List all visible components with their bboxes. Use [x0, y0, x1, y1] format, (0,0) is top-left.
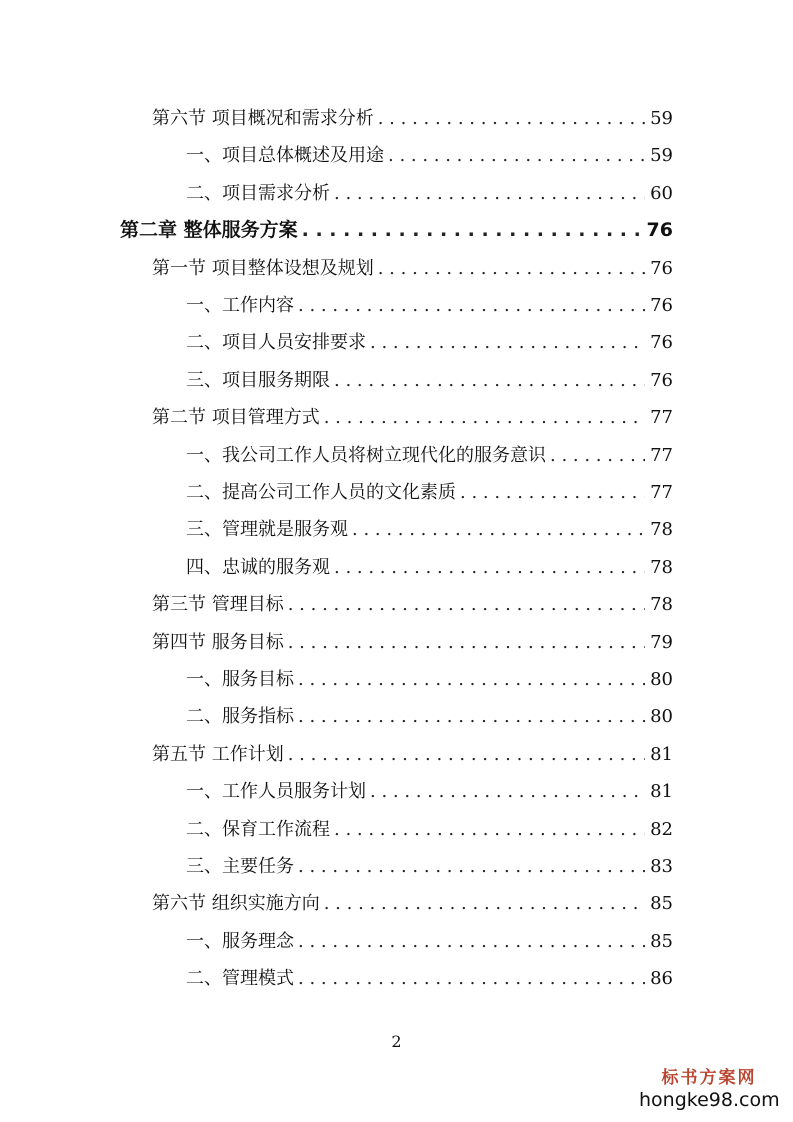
- toc-leader-dots: [298, 287, 645, 324]
- toc-entry-title: 一、服务理念: [186, 930, 294, 952]
- toc-subsection-entry[interactable]: [186, 287, 673, 324]
- toc-subsection-entry[interactable]: [186, 549, 673, 586]
- toc-leader-dots: [352, 511, 645, 548]
- toc-leader-dots: [334, 811, 645, 848]
- toc-entry-title: 二、项目人员安排要求: [186, 332, 366, 354]
- watermark-logo: [639, 1068, 779, 1112]
- toc-entry-title: 第二节 项目管理方式: [152, 407, 320, 429]
- toc-leader-dots: [388, 137, 645, 174]
- toc-leader-dots: [288, 586, 645, 623]
- toc-entry-title: 一、工作人员服务计划: [186, 781, 366, 803]
- toc-subsection-entry[interactable]: [186, 848, 673, 885]
- toc-entry-page: 76: [650, 257, 673, 279]
- toc-entry-page: 80: [650, 669, 673, 690]
- toc-leader-dots: [324, 399, 645, 436]
- toc-section-entry[interactable]: [152, 736, 673, 773]
- toc-entry-title: 第五节 工作计划: [152, 743, 284, 765]
- toc-entry-page: 85: [650, 893, 673, 915]
- toc-subsection-entry[interactable]: [186, 474, 673, 511]
- toc-leader-dots: [298, 661, 645, 698]
- toc-subsection-entry[interactable]: [186, 362, 673, 399]
- toc-leader-dots: [298, 960, 645, 997]
- toc-entry-page: 59: [650, 108, 673, 129]
- toc-entry-page: 76: [650, 332, 673, 354]
- toc-leader-dots: [288, 624, 645, 661]
- toc-entry-page: 59: [650, 145, 673, 167]
- toc-leader-dots: [302, 212, 643, 249]
- toc-entry-title: 一、服务目标: [186, 669, 294, 690]
- toc-entry-page: 79: [650, 631, 673, 653]
- toc-entry-title: 三、项目服务期限: [186, 369, 330, 391]
- page-number: 2: [391, 1032, 402, 1051]
- toc-leader-dots: [370, 324, 645, 361]
- toc-section-entry[interactable]: [152, 586, 673, 623]
- toc-leader-dots: [334, 549, 645, 586]
- toc-entry-page: 78: [650, 519, 673, 541]
- toc-entry-page: 86: [650, 968, 673, 990]
- toc-entry-title: 二、项目需求分析: [186, 182, 330, 204]
- toc-section-entry[interactable]: [152, 100, 673, 137]
- toc-subsection-entry[interactable]: [186, 698, 673, 735]
- toc-leader-dots: [324, 885, 645, 922]
- toc-entry-title: 二、服务指标: [186, 706, 294, 728]
- toc-section-entry[interactable]: [152, 885, 673, 922]
- toc-entry-page: 77: [650, 407, 673, 429]
- toc-subsection-entry[interactable]: [186, 923, 673, 960]
- toc-entry-title: 二、提高公司工作人员的文化素质: [186, 482, 456, 503]
- toc-entry-page: 81: [650, 781, 673, 803]
- toc-entry-page: 83: [650, 856, 673, 877]
- toc-leader-dots: [334, 175, 645, 212]
- toc-entry-title: 二、保育工作流程: [186, 818, 330, 840]
- toc-entry-page: 78: [650, 594, 673, 616]
- toc-leader-dots: [378, 100, 645, 137]
- toc-subsection-entry[interactable]: [186, 773, 673, 810]
- toc-subsection-entry[interactable]: [186, 511, 673, 548]
- toc-entry-title: 三、管理就是服务观: [186, 519, 348, 541]
- toc-entry-title: 第三节 管理目标: [152, 594, 284, 616]
- toc-leader-dots: [334, 362, 645, 399]
- toc-entry-title: 第六节 项目概况和需求分析: [152, 108, 374, 129]
- toc-subsection-entry[interactable]: [186, 661, 673, 698]
- watermark-url: hongke98.com: [639, 1089, 780, 1111]
- toc-entry-page: 76: [650, 295, 673, 316]
- toc-entry-title: 一、项目总体概述及用途: [186, 145, 384, 167]
- toc-leader-dots: [550, 437, 645, 474]
- toc-leader-dots: [298, 923, 645, 960]
- toc-leader-dots: [370, 773, 645, 810]
- toc-entry-title: 第二章 整体服务方案: [120, 219, 298, 242]
- toc-subsection-entry[interactable]: [186, 175, 673, 212]
- toc-subsection-entry[interactable]: [186, 437, 673, 474]
- toc-entry-page: 85: [650, 930, 673, 952]
- toc-entry-page: 78: [650, 556, 673, 578]
- toc-leader-dots: [298, 698, 645, 735]
- toc-entry-title: 第一节 项目整体设想及规划: [152, 257, 374, 279]
- toc-entry-title: 三、主要任务: [186, 856, 294, 877]
- toc-entry-title: 二、管理模式: [186, 968, 294, 990]
- toc-section-entry[interactable]: [152, 399, 673, 436]
- toc-section-entry[interactable]: [152, 624, 673, 661]
- toc-entry-title: 四、忠诚的服务观: [186, 556, 330, 578]
- toc-entry-page: 60: [650, 182, 673, 204]
- toc-entry-page: 77: [650, 444, 673, 466]
- toc-chapter-entry[interactable]: [120, 212, 673, 249]
- toc-leader-dots: [378, 250, 645, 287]
- toc-leader-dots: [460, 474, 645, 511]
- toc-entry-title: 第四节 服务目标: [152, 631, 284, 653]
- toc-entry-page: 76: [646, 219, 673, 242]
- toc-entry-page: 77: [650, 482, 673, 503]
- toc-entry-title: 第六节 组织实施方向: [152, 893, 320, 915]
- watermark-title: 标书方案网: [661, 1068, 757, 1088]
- toc-entry-page: 82: [650, 818, 673, 840]
- toc-section-entry[interactable]: [152, 250, 673, 287]
- toc-leader-dots: [298, 848, 645, 885]
- toc-subsection-entry[interactable]: [186, 811, 673, 848]
- toc-subsection-entry[interactable]: [186, 960, 673, 997]
- toc-entry-title: 一、我公司工作人员将树立现代化的服务意识: [186, 444, 546, 466]
- toc-entry-page: 76: [650, 369, 673, 391]
- toc-entry-title: 一、工作内容: [186, 295, 294, 316]
- toc-subsection-entry[interactable]: [186, 324, 673, 361]
- toc-subsection-entry[interactable]: [186, 137, 673, 174]
- toc-entry-page: 81: [650, 743, 673, 765]
- toc-leader-dots: [288, 736, 645, 773]
- toc-entry-page: 80: [650, 706, 673, 728]
